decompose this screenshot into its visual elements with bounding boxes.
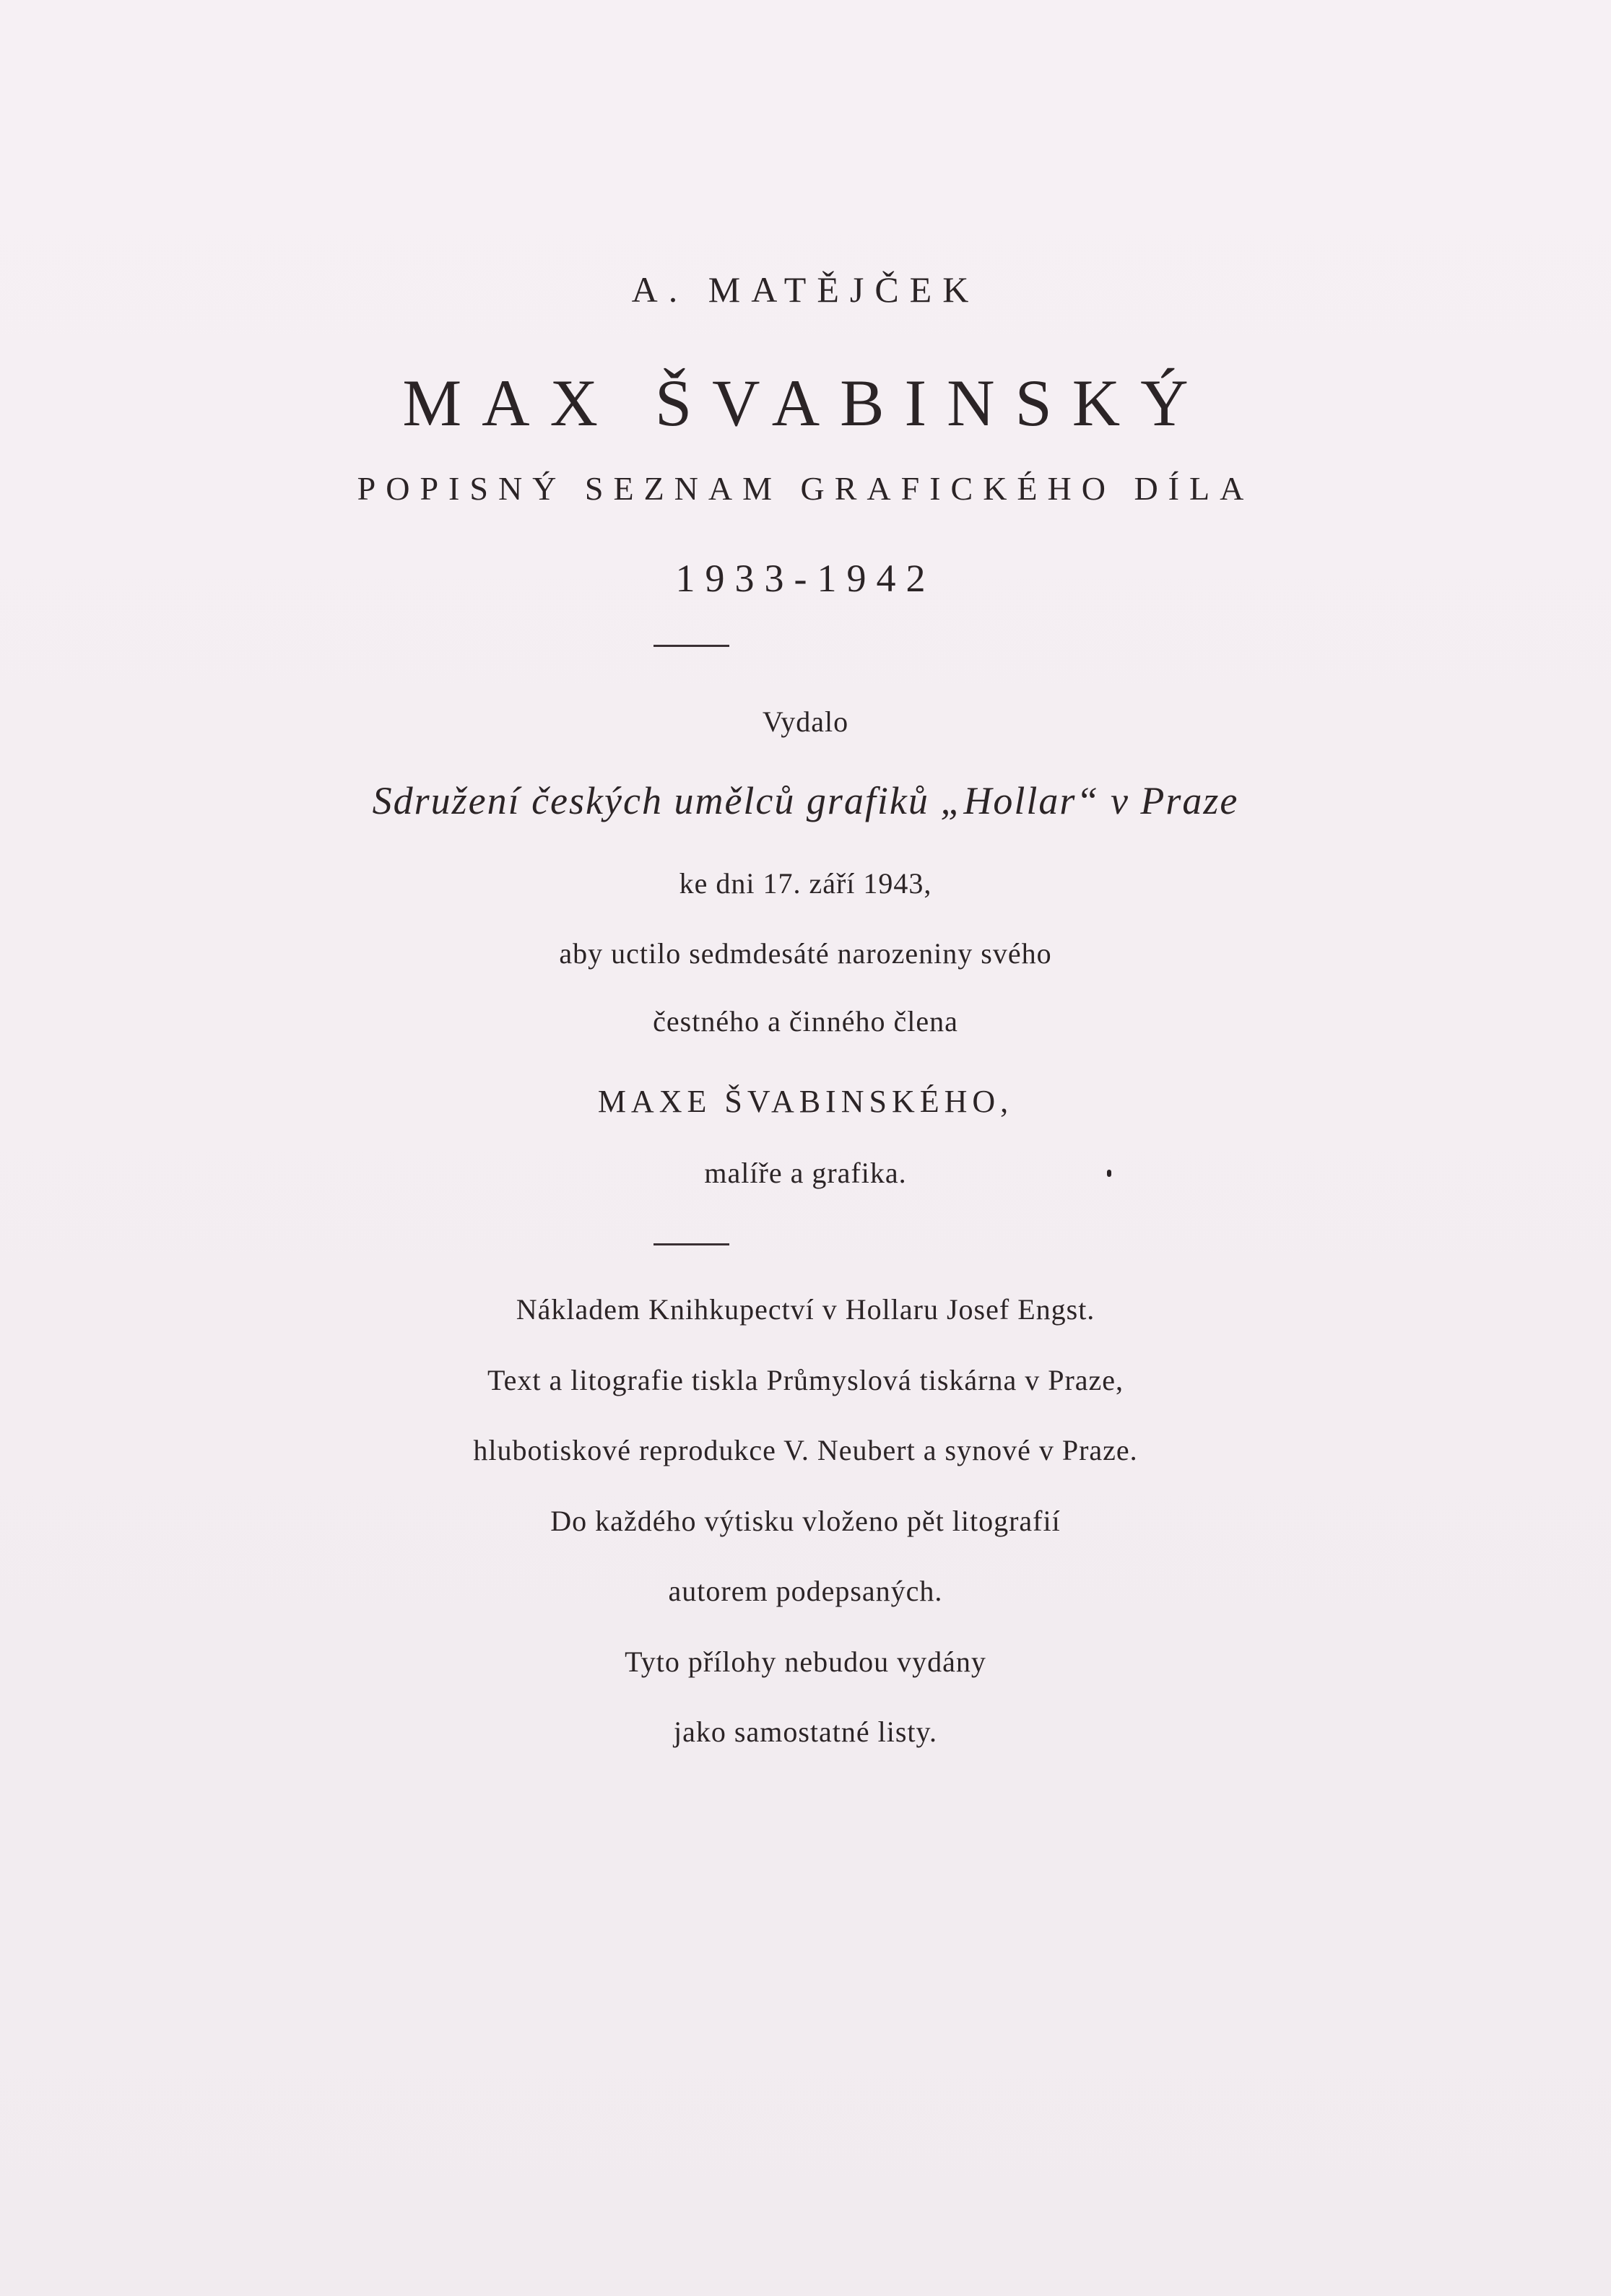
dedication-purpose: aby uctilo sedmdesáté narozeniny svého	[559, 937, 1052, 970]
imprint-line: Text a litografie tiskla Průmyslová tiskárna v Praze,	[487, 1364, 1124, 1396]
honoree-name: MAXE ŠVABINSKÉHO,	[597, 1084, 1014, 1119]
book-subtitle: POPISNÝ SEZNAM GRAFICKÉHO DÍLA	[357, 470, 1254, 507]
publisher-label: Vydalo	[762, 705, 849, 738]
dedication-member: čestného a činného člena	[653, 1005, 958, 1038]
honoree-profession: malíře a grafika.	[704, 1157, 907, 1189]
author-name: A. MATĚJČEK	[631, 269, 980, 310]
imprint-line: Tyto přílohy nebudou vydány	[625, 1645, 986, 1678]
paper-speck	[1107, 1170, 1111, 1177]
imprint-line: Nákladem Knihkupectví v Hollaru Josef Engst.	[516, 1293, 1095, 1326]
publisher-society: Sdružení českých umělců grafiků „Hollar“ v Praze	[372, 779, 1239, 822]
imprint-line: hlubotiskové reprodukce V. Neubert a synové v Praze.	[473, 1434, 1138, 1466]
imprint-line: autorem podepsaných.	[668, 1575, 943, 1607]
dedication-date: ke dni 17. září 1943,	[679, 867, 932, 900]
divider-rule	[653, 645, 729, 647]
imprint-line: jako samostatné listy.	[674, 1716, 937, 1748]
divider-rule	[653, 1243, 729, 1245]
book-title: MAX ŠVABINSKÝ	[402, 366, 1209, 440]
imprint-line: Do každého výtisku vloženo pět litografií	[550, 1505, 1061, 1537]
year-range: 1933-1942	[675, 557, 936, 600]
